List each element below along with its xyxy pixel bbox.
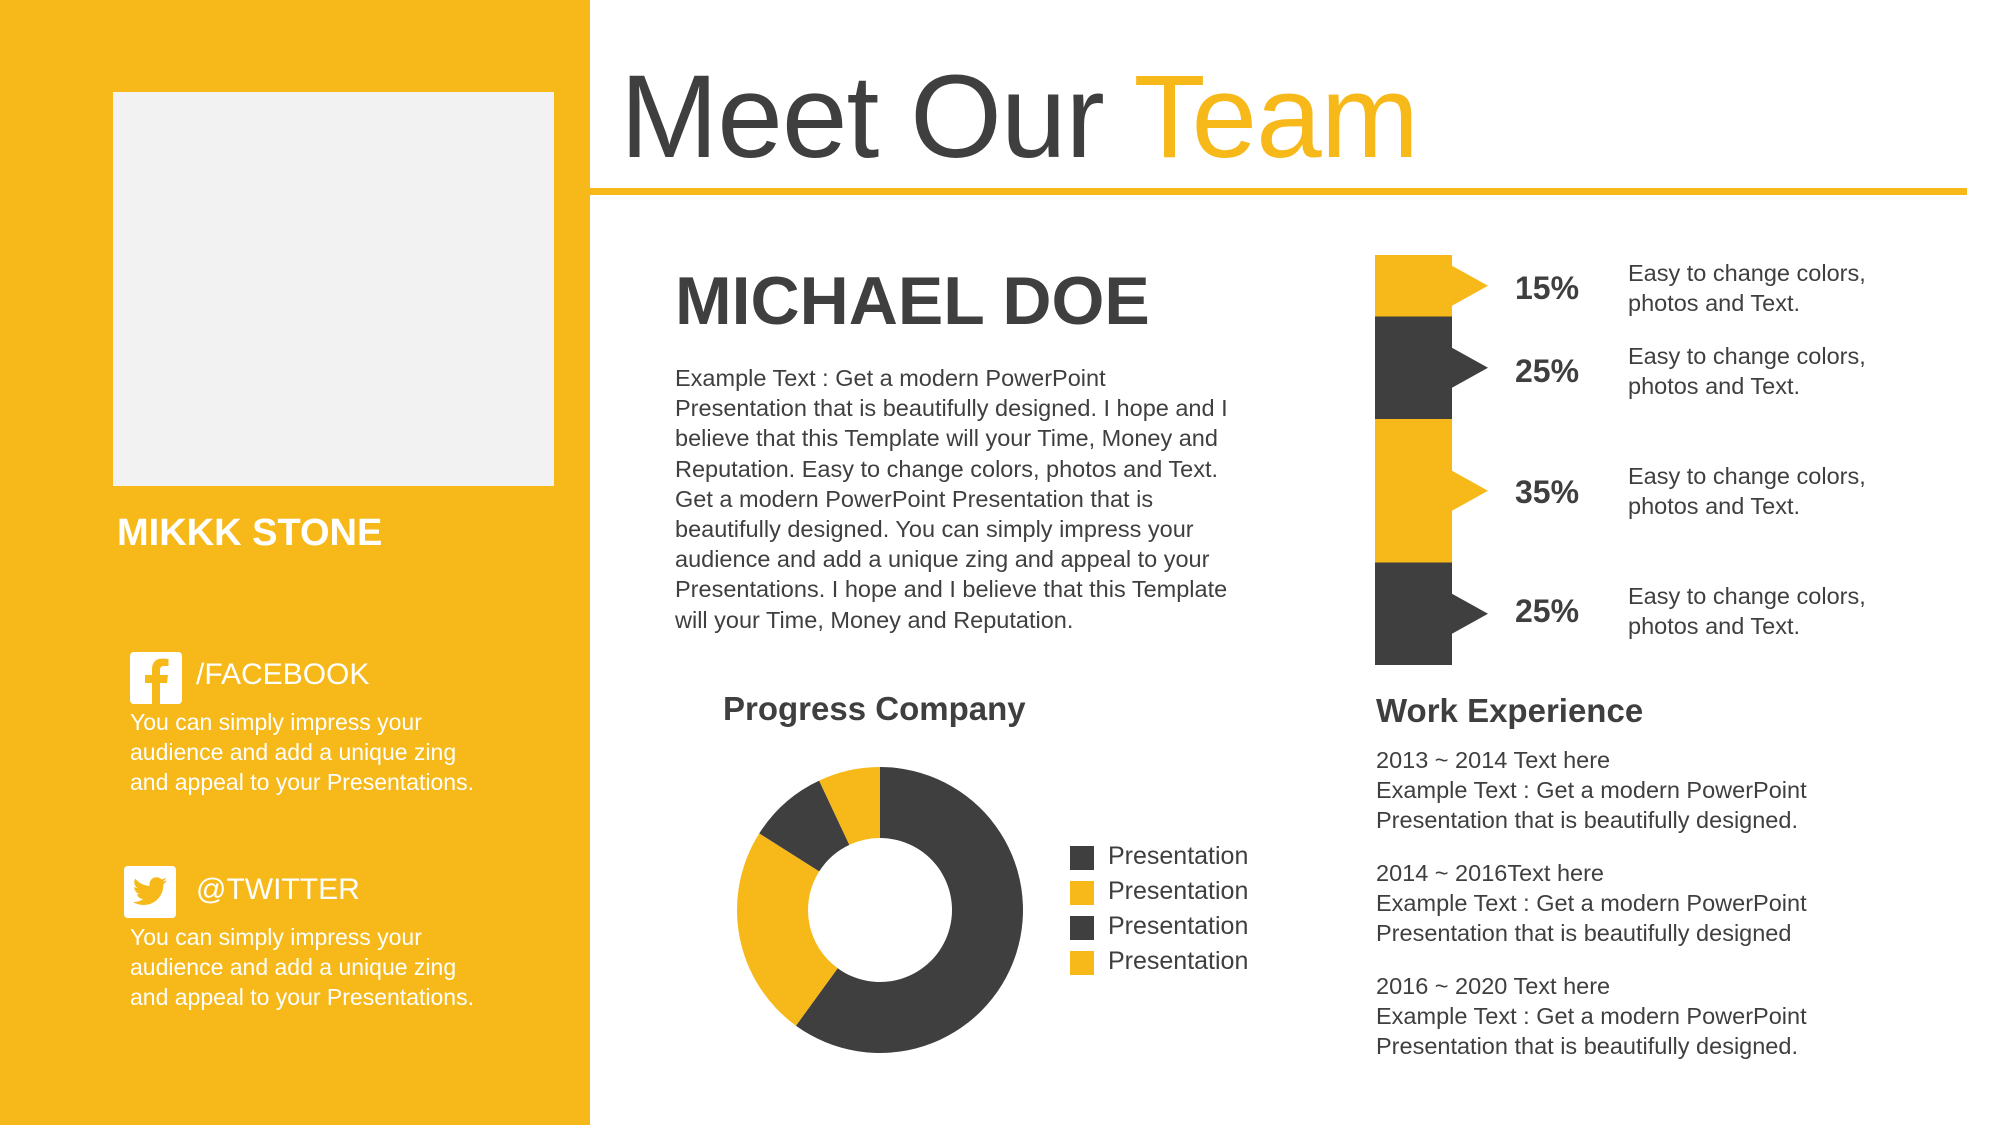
profile-description [675,363,1275,635]
profile-description-line: Example Text : Get a modern PowerPoint [675,365,1106,391]
title-underline-divider [590,188,1967,195]
stat-description-line: Easy to change colors, [1628,260,1866,286]
work-entry [1376,971,1936,1061]
twitter-label[interactable]: @TWITTER [196,873,360,906]
work-entry [1376,745,1936,835]
work-entry-line: Example Text : Get a modern PowerPoint [1376,1003,1807,1029]
work-entry [1376,858,1936,948]
work-entry-line: 2016 ~ 2020 Text here [1376,973,1611,999]
stat-description-line: Easy to change colors, [1628,583,1866,609]
profile-description-line: will your Time, Money and Reputation. [675,606,1074,633]
stat-value: 15% [1515,270,1580,306]
facebook-label[interactable]: /FACEBOOK [196,658,370,691]
page-title-main: Meet Our [620,51,1134,183]
facebook-description-line: and appeal to your Presentations. [130,769,474,795]
facebook-description [130,707,550,797]
stat-description [1628,461,1918,521]
stat-description-line: photos and Text. [1628,290,1801,316]
legend-label: Presentation [1108,842,1249,870]
profile-name: MICHAEL DOE [675,263,1150,339]
work-entry-line: Example Text : Get a modern PowerPoint [1376,890,1807,916]
work-entry-line: Presentation that is beautifully designed. [1376,1033,1798,1059]
stat-value: 35% [1515,474,1580,510]
page-title-accent: Team [1133,51,1419,183]
twitter-description-line: You can simply impress your [130,924,422,950]
percentage-bar-stack [1375,255,1495,665]
legend-label: Presentation [1108,877,1249,905]
stat-description-line: Easy to change colors, [1628,463,1866,489]
stat-description-line: photos and Text. [1628,373,1801,399]
work-entry-line: 2013 ~ 2014 Text here [1376,747,1611,773]
legend-label: Presentation [1108,912,1249,940]
percentage-bar-segment [1375,563,1488,666]
legend-swatch [1070,916,1094,940]
profile-description-line: audience and add a unique zing and appeal to your [675,546,1210,573]
twitter-icon[interactable] [124,866,176,918]
percentage-bar-segment [1375,419,1488,563]
stat-description [1628,341,1918,401]
stat-value: 25% [1515,593,1580,629]
percentage-bar-segment [1375,255,1488,317]
page-title [620,52,1418,182]
work-experience-title: Work Experience [1376,692,1644,729]
legend-swatch [1070,881,1094,905]
legend-swatch [1070,951,1094,975]
work-entry-line: Presentation that is beautifully designed [1376,920,1792,946]
twitter-description-line: and appeal to your Presentations. [130,984,474,1010]
twitter-description-line: audience and add a unique zing [130,954,457,980]
stat-description [1628,581,1918,641]
work-entry-line: Example Text : Get a modern PowerPoint [1376,777,1807,803]
stat-description-line: photos and Text. [1628,493,1801,519]
work-entry-line: Presentation that is beautifully designed. [1376,807,1798,833]
profile-description-line: Get a modern PowerPoint Presentation that is [675,485,1154,512]
facebook-description-line: audience and add a unique zing [130,739,457,765]
profile-description-line: Presentations. I hope and I believe that this Template [675,576,1228,603]
work-entry-line: 2014 ~ 2016Text here [1376,860,1605,886]
stat-value: 25% [1515,353,1580,389]
profile-description-line: Presentation that is beautifully designed. I hope and I [675,395,1228,422]
stat-description-line: photos and Text. [1628,613,1801,639]
facebook-description-line: You can simply impress your [130,709,422,735]
profile-description-line: beautifully designed. You can simply impress your [675,516,1194,543]
profile-description-line: Reputation. Easy to change colors, photos and Text. [675,455,1219,482]
sidebar-person-name: MIKKK STONE [117,512,383,554]
progress-donut-chart [735,765,1025,1055]
legend-label: Presentation [1108,947,1249,975]
progress-chart-title: Progress Company [723,690,1026,727]
legend-swatch [1070,846,1094,870]
stat-description [1628,258,1918,318]
profile-photo-placeholder [113,92,554,486]
stat-description-line: Easy to change colors, [1628,343,1866,369]
percentage-bar-segment [1375,317,1488,420]
profile-description-line: believe that this Template will your Time, Money and [675,425,1218,452]
facebook-icon[interactable] [130,652,182,704]
twitter-description [130,922,550,1012]
